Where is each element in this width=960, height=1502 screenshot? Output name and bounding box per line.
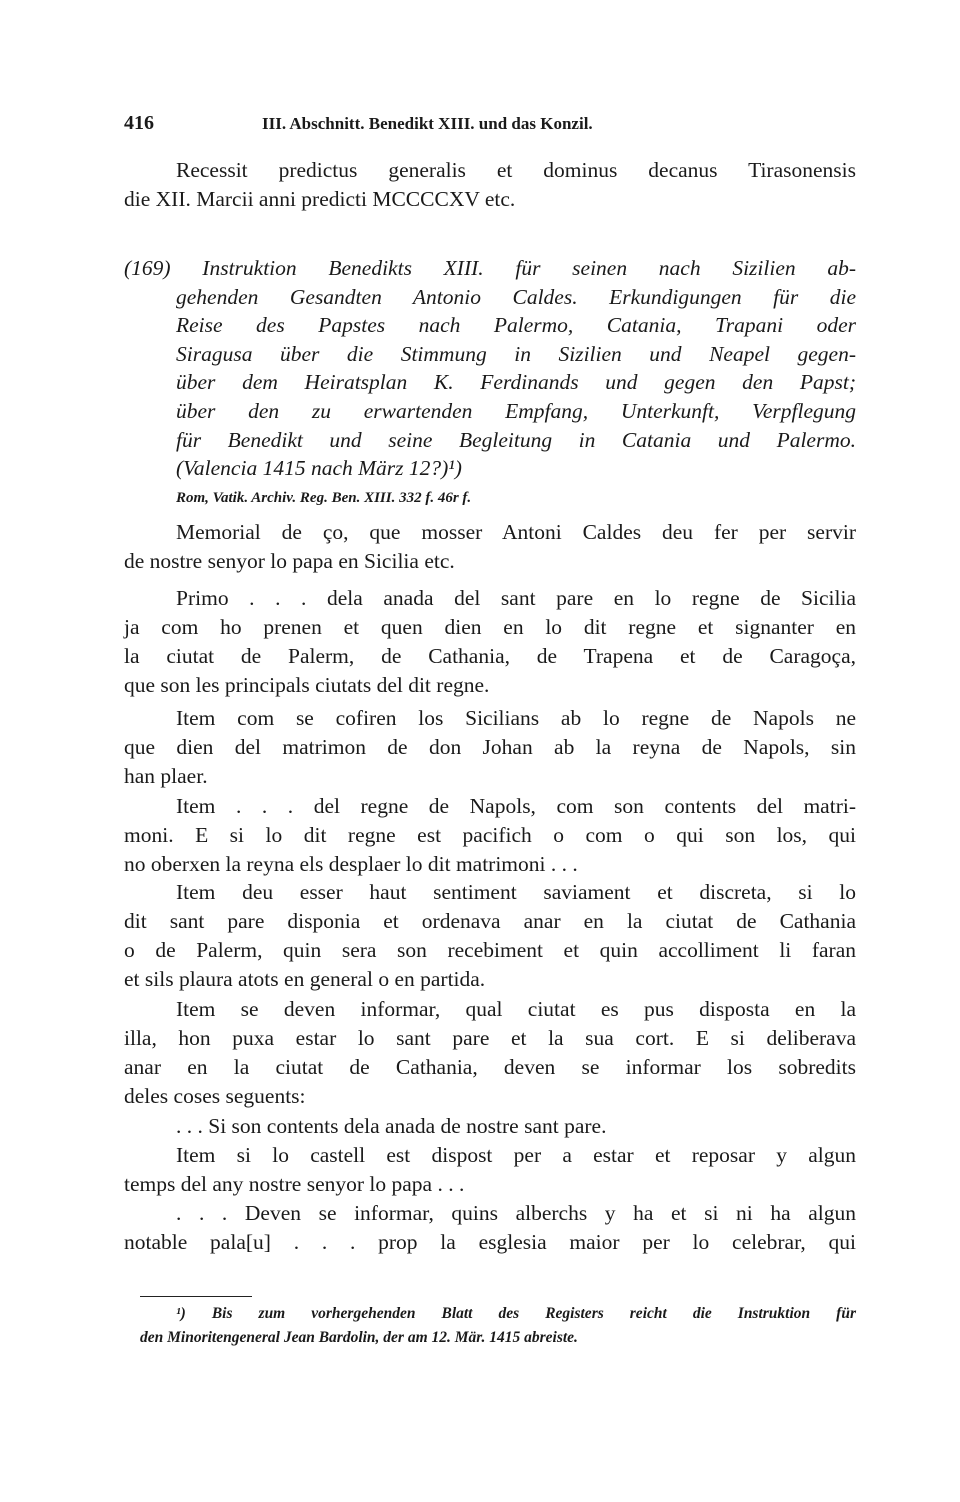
- text-line: illa, hon puxa estar lo sant pare et la sua cort. E si deliberava: [124, 1026, 856, 1050]
- paragraph-item-castell: [124, 1141, 856, 1199]
- text-line: la ciutat de Palerm, de Cathania, de Trapena et de Caragoça,: [124, 644, 856, 668]
- entry-heading: [124, 254, 856, 483]
- text-line: Primo . . . dela anada del sant pare en lo regne de Sicilia: [176, 586, 856, 610]
- text-line: über dem Heiratsplan K. Ferdinands und gegen den Papst;: [176, 370, 856, 395]
- paragraph-memorial: [124, 518, 856, 576]
- text-line: et sils plaura atots en general o en partida.: [124, 967, 486, 991]
- text-line: ¹) Bis zum vorhergehenden Blatt des Registers reicht die Instruktion für: [176, 1305, 856, 1322]
- text-line: han plaer.: [124, 764, 208, 788]
- text-line: Memorial de ço, que mosser Antoni Caldes deu fer per servir: [176, 520, 856, 544]
- text-line: dit sant pare disponia et ordenava anar en la ciutat de Cathania: [124, 909, 856, 933]
- text-line: (Valencia 1415 nach März 12?)¹): [176, 456, 462, 481]
- text-line: temps del any nostre senyor lo papa . . .: [124, 1172, 465, 1196]
- page-number: 416: [124, 112, 154, 134]
- text-line: anar en la ciutat de Cathania, deven se informar los sobredits: [124, 1055, 856, 1079]
- text-line: über den zu erwartenden Empfang, Unterkunft, Verpflegung: [176, 398, 856, 423]
- page-header: [124, 112, 856, 135]
- paragraph-alberchs: [124, 1199, 856, 1257]
- footnote: [140, 1302, 856, 1350]
- text-line: que dien del matrimon de don Johan ab la reyna de Napols, sin: [124, 735, 856, 759]
- text-line: Item deu esser haut sentiment saviament et discreta, si lo: [176, 880, 856, 904]
- text-line: . . . Deven se informar, quins alberchs y ha et si ni ha algun: [176, 1201, 856, 1225]
- text-line: Item . . . del regne de Napols, com son contents del matri-: [176, 794, 856, 818]
- text-line: den Minoritengeneral Jean Bardolin, der am 12. Mär. 1415 abreiste.: [140, 1329, 578, 1346]
- text-line: gehenden Gesandten Antonio Caldes. Erkundigungen für die: [176, 284, 856, 309]
- paragraph-primo: [124, 584, 856, 700]
- paragraph-item-sicilians: [124, 704, 856, 791]
- footnote-rule: [140, 1296, 252, 1297]
- text-line: que son les principals ciutats del dit regne.: [124, 673, 490, 697]
- text-line: moni. E si lo dit regne est pacifich o com o qui son los, qui: [124, 823, 856, 847]
- running-title: III. Abschnitt. Benedikt XIII. und das Konzil.: [262, 114, 593, 133]
- text-line: Siragusa über die Stimmung in Sizilien und Neapel gegen-: [176, 341, 856, 366]
- text-line: für Benedikt und seine Begleitung in Catania und Palermo.: [176, 427, 856, 452]
- text-line: die XII. Marcii anni predicti MCCCCXV etc.: [124, 187, 516, 211]
- text-line: Item com se cofiren los Sicilians ab lo regne de Napols ne: [176, 706, 856, 730]
- text-line: ja com ho prenen et quen dien en lo dit regne et signanter en: [124, 615, 856, 639]
- text-line: Item se deven informar, qual ciutat es pus disposta en la: [176, 997, 856, 1021]
- paragraph-item-informar: [124, 995, 856, 1111]
- paragraph-contents: [124, 1112, 856, 1141]
- text-line: Item si lo castell est dispost per a estar et reposar y algun: [176, 1143, 856, 1167]
- text-line: (169) Instruktion Benedikts XIII. für seinen nach Sizilien ab-: [124, 256, 856, 280]
- text-line: . . . Si son contents dela anada de nostre sant pare.: [176, 1114, 607, 1138]
- paragraph-item-napols: [124, 792, 856, 879]
- text-line: Reise des Papstes nach Palermo, Catania, Trapani oder: [176, 313, 856, 338]
- text-line: Recessit predictus generalis et dominus decanus Tirasonensis: [176, 158, 856, 182]
- text-line: o de Palerm, quin sera son recebiment et quin accolliment li faran: [124, 938, 856, 962]
- text-line: notable pala[u] . . . prop la esglesia maior per lo celebrar, qui: [124, 1230, 856, 1254]
- text-line: deles coses seguents:: [124, 1084, 306, 1108]
- text-line: de nostre senyor lo papa en Sicilia etc.: [124, 549, 455, 573]
- paragraph-item-sentiment: [124, 878, 856, 994]
- text-line: no oberxen la reyna els desplaer lo dit matrimoni . . .: [124, 852, 578, 876]
- paragraph-recessit: [124, 156, 856, 214]
- source-citation: Rom, Vatik. Archiv. Reg. Ben. XIII. 332 f. 46r f.: [176, 490, 472, 506]
